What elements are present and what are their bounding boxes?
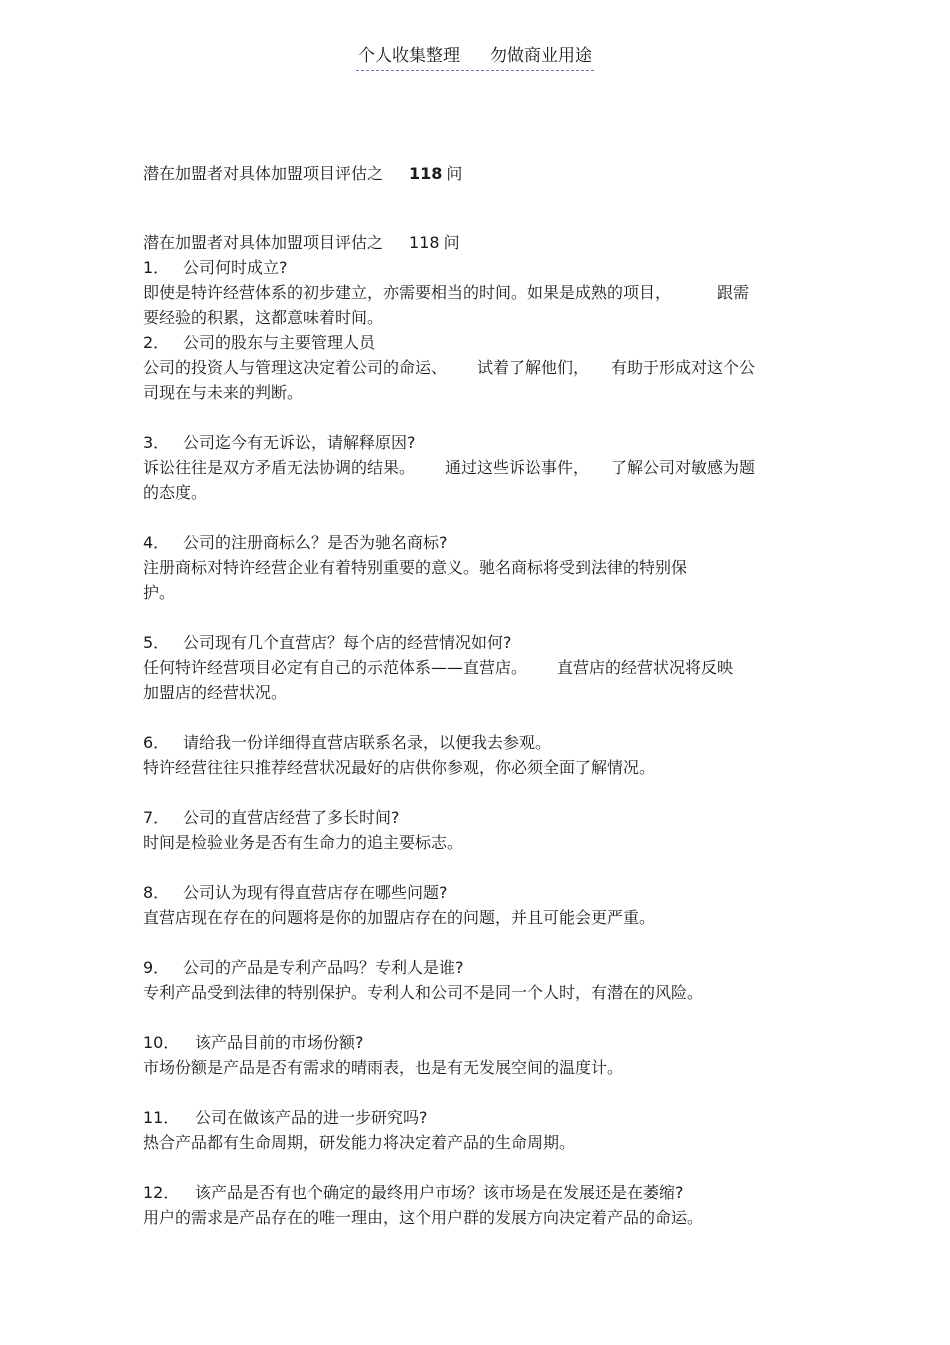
answer-4-line-1: 注册商标对特许经营企业有着特别重要的意义。驰名商标将受到法律的特别保 (143, 558, 688, 577)
question-2: 2． 公司的股东与主要管理人员 (143, 333, 376, 352)
document-body (143, 230, 813, 1230)
answer-5-line-2: 加盟店的经营状况。 (143, 683, 288, 702)
question-9: 9． 公司的产品是专利产品吗？专利人是谁? (143, 958, 464, 977)
question-4: 4． 公司的注册商标么？是否为驰名商标? (143, 533, 448, 552)
title-text: 潜在加盟者对具体加盟项目评估之 (143, 164, 384, 183)
answer-10-line-1: 市场份额是产品是否有需求的晴雨表，也是有无发展空间的温度计。 (143, 1058, 624, 1077)
answer-12-line-1: 用户的需求是产品存在的唯一理由，这个用户群的发展方向决定着产品的命运。 (143, 1208, 704, 1227)
answer-1-line-1: 即使是特许经营体系的初步建立，亦需要相当的时间。如果是成熟的项目， 跟需 (143, 283, 750, 302)
answer-2-line-1: 公司的投资人与管理这决定着公司的命运、 试着了解他们， 有助于形成对这个公 (143, 358, 756, 377)
header-watermark (356, 44, 594, 71)
question-6: 6． 请给我一份详细得直营店联系名录，以便我去参观。 (143, 733, 552, 752)
question-5: 5． 公司现有几个直营店？每个店的经营情况如何? (143, 633, 512, 652)
answer-9-line-1: 专利产品受到法律的特别保护。专利人和公司不是同一个人时，有潜在的风险。 (143, 983, 704, 1002)
answer-2-line-2: 司现在与未来的判断。 (143, 383, 304, 402)
answer-11-line-1: 热合产品都有生命周期，研发能力将决定着产品的生命周期。 (143, 1133, 576, 1152)
header-left-text: 个人收集整理 (358, 46, 460, 66)
answer-6-line-1: 特许经营往往只推荐经营状况最好的店供你参观，你必须全面了解情况。 (143, 758, 656, 777)
document-title (143, 162, 462, 186)
page-header (0, 44, 950, 71)
answer-7-line-1: 时间是检验业务是否有生命力的追主要标志。 (143, 833, 464, 852)
answer-4-line-2: 护。 (143, 583, 176, 602)
answer-3-line-1: 诉讼往往是双方矛盾无法协调的结果。 通过这些诉讼事件， 了解公司对敏感为题 (143, 458, 756, 477)
question-8: 8． 公司认为现有得直营店存在哪些问题? (143, 883, 448, 902)
header-right-text: 勿做商业用途 (490, 46, 592, 66)
question-11: 11． 公司在做该产品的进一步研究吗? (143, 1108, 428, 1127)
question-7: 7． 公司的直营店经营了多长时间? (143, 808, 400, 827)
question-10: 10． 该产品目前的市场份额? (143, 1033, 364, 1052)
answer-8-line-1: 直营店现在存在的问题将是你的加盟店存在的问题，并且可能会更严重。 (143, 908, 656, 927)
title-number: 118 (409, 164, 443, 183)
title-suffix: 问 (446, 164, 463, 183)
subtitle: 潜在加盟者对具体加盟项目评估之 118 问 (143, 233, 460, 252)
question-12: 12． 该产品是否有也个确定的最终用户市场？该市场是在发展还是在萎缩? (143, 1183, 684, 1202)
answer-3-line-2: 的态度。 (143, 483, 208, 502)
answer-5-line-1: 任何特许经营项目必定有自己的示范体系——直营店。 直营店的经营状况将反映 (143, 658, 734, 677)
question-3: 3． 公司迄今有无诉讼，请解释原因? (143, 433, 416, 452)
question-1: 1． 公司何时成立? (143, 258, 288, 277)
answer-1-line-2: 要经验的积累，这都意味着时间。 (143, 308, 384, 327)
